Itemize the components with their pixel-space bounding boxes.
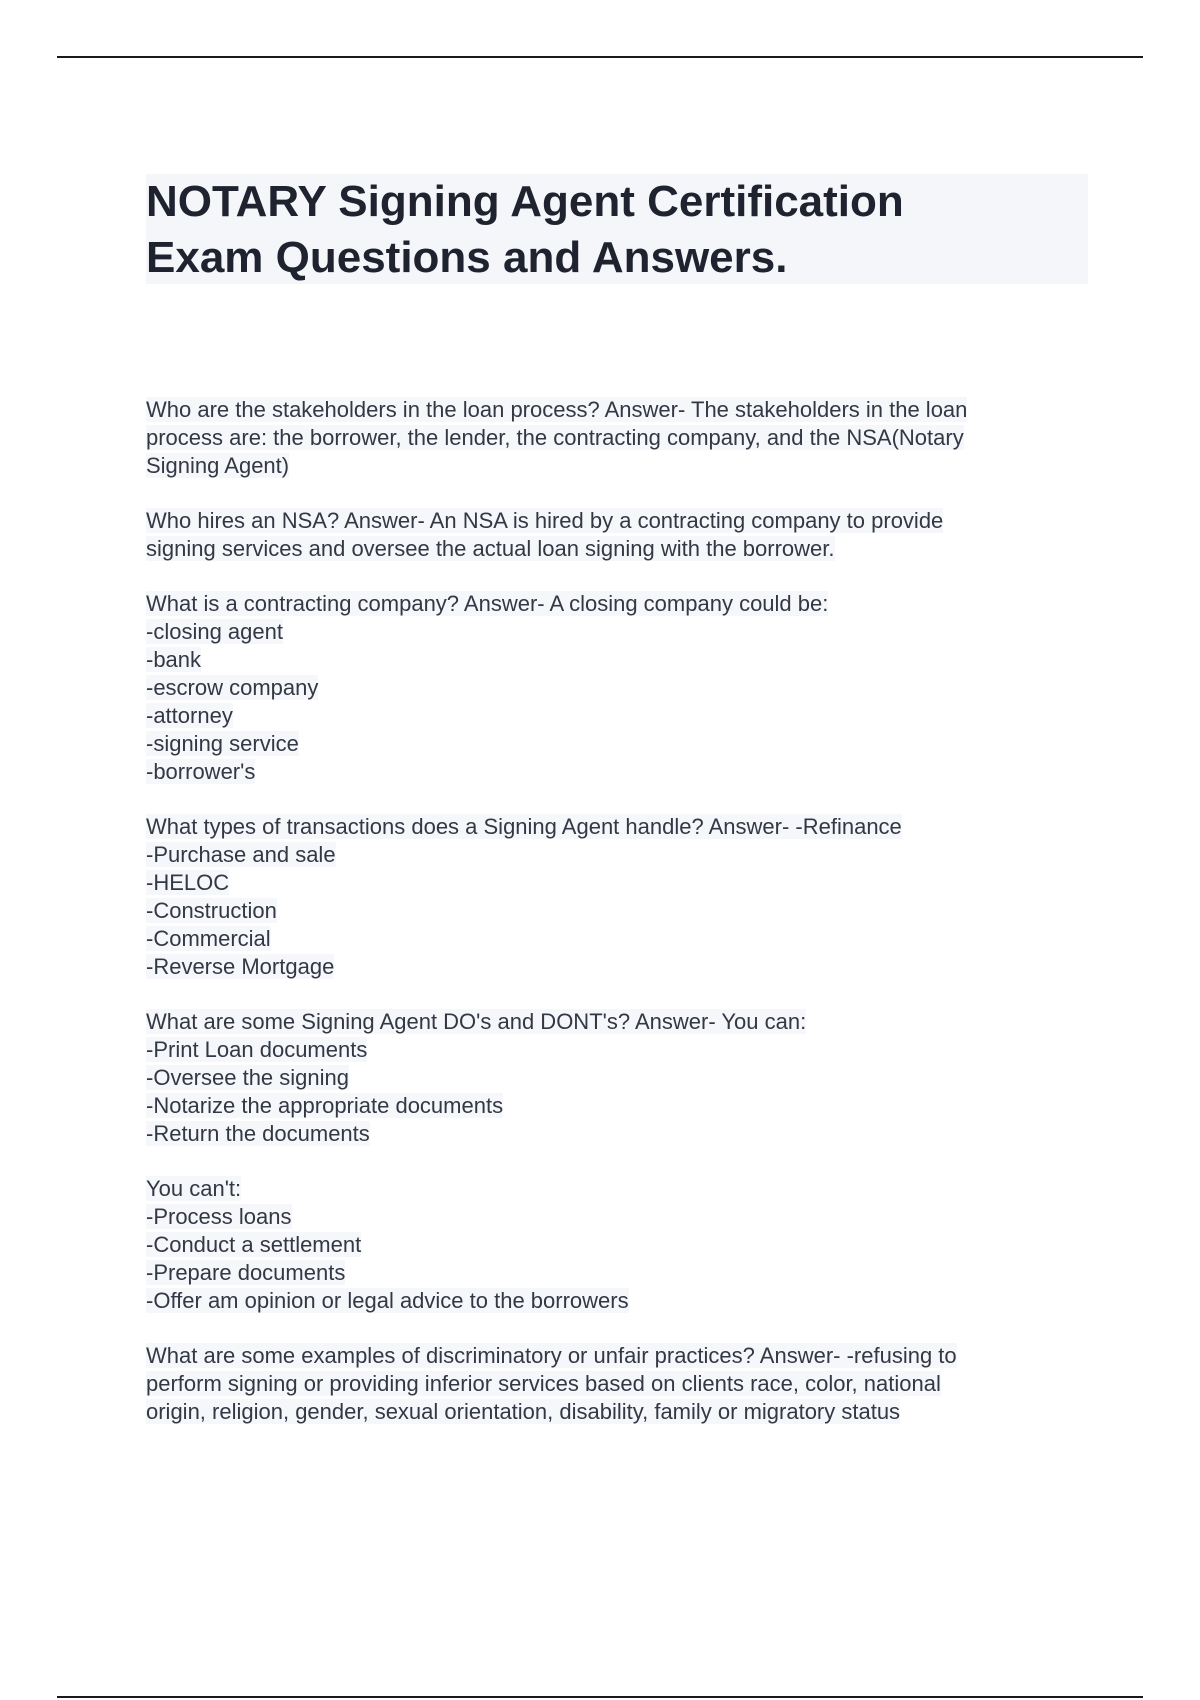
text-line: perform signing or providing inferior services based on clients race, color, national — [146, 1371, 941, 1396]
qa-item — [146, 396, 1096, 480]
text-line: -Offer am opinion or legal advice to the borrowers — [146, 1288, 629, 1313]
text-line: -signing service — [146, 731, 299, 756]
text-line: -closing agent — [146, 619, 283, 644]
text-line: -Purchase and sale — [146, 842, 336, 867]
text-line: -escrow company — [146, 675, 319, 700]
text-line: -Process loans — [146, 1204, 292, 1229]
text-line: origin, religion, gender, sexual orientation, disability, family or migratory status — [146, 1399, 901, 1424]
text-line: -Conduct a settlement — [146, 1232, 362, 1257]
qa-item — [146, 813, 1096, 981]
text-line: -Construction — [146, 898, 277, 923]
text-line: Signing Agent) — [146, 453, 290, 478]
qa-item — [146, 590, 1096, 786]
text-line: -Oversee the signing — [146, 1065, 349, 1090]
top-rule — [57, 56, 1143, 58]
text-line: -Reverse Mortgage — [146, 954, 335, 979]
text-line: process are: the borrower, the lender, the contracting company, and the NSA(Notary — [146, 425, 964, 450]
text-line: What types of transactions does a Signing Agent handle? Answer- -Refinance — [146, 814, 902, 839]
title-line-1: NOTARY Signing Agent Certification — [146, 177, 904, 226]
text-line: -bank — [146, 647, 202, 672]
qa-content — [146, 396, 1096, 1453]
text-line: -HELOC — [146, 870, 230, 895]
text-line: What is a contracting company? Answer- A closing company could be: — [146, 591, 829, 616]
text-line: -Notarize the appropriate documents — [146, 1093, 504, 1118]
qa-item — [146, 507, 1096, 563]
text-line: -Return the documents — [146, 1121, 370, 1146]
text-line: What are some examples of discriminatory or unfair practices? Answer- -refusing to — [146, 1343, 957, 1368]
text-line: What are some Signing Agent DO's and DONT's? Answer- You can: — [146, 1009, 807, 1034]
text-line: -Commercial — [146, 926, 271, 951]
text-line: Who hires an NSA? Answer- An NSA is hired by a contracting company to provide — [146, 508, 944, 533]
text-line: Who are the stakeholders in the loan process? Answer- The stakeholders in the loan — [146, 397, 968, 422]
title-line-2: Exam Questions and Answers. — [146, 233, 788, 282]
qa-item — [146, 1008, 1096, 1148]
bottom-rule — [57, 1696, 1143, 1698]
text-line: You can't: — [146, 1176, 242, 1201]
text-line: -attorney — [146, 703, 233, 728]
text-line: -Print Loan documents — [146, 1037, 368, 1062]
qa-item — [146, 1342, 1096, 1426]
qa-item — [146, 1175, 1096, 1315]
text-line: -borrower's — [146, 759, 256, 784]
document-title — [146, 174, 1088, 284]
text-line: signing services and oversee the actual loan signing with the borrower. — [146, 536, 835, 561]
text-line: -Prepare documents — [146, 1260, 346, 1285]
